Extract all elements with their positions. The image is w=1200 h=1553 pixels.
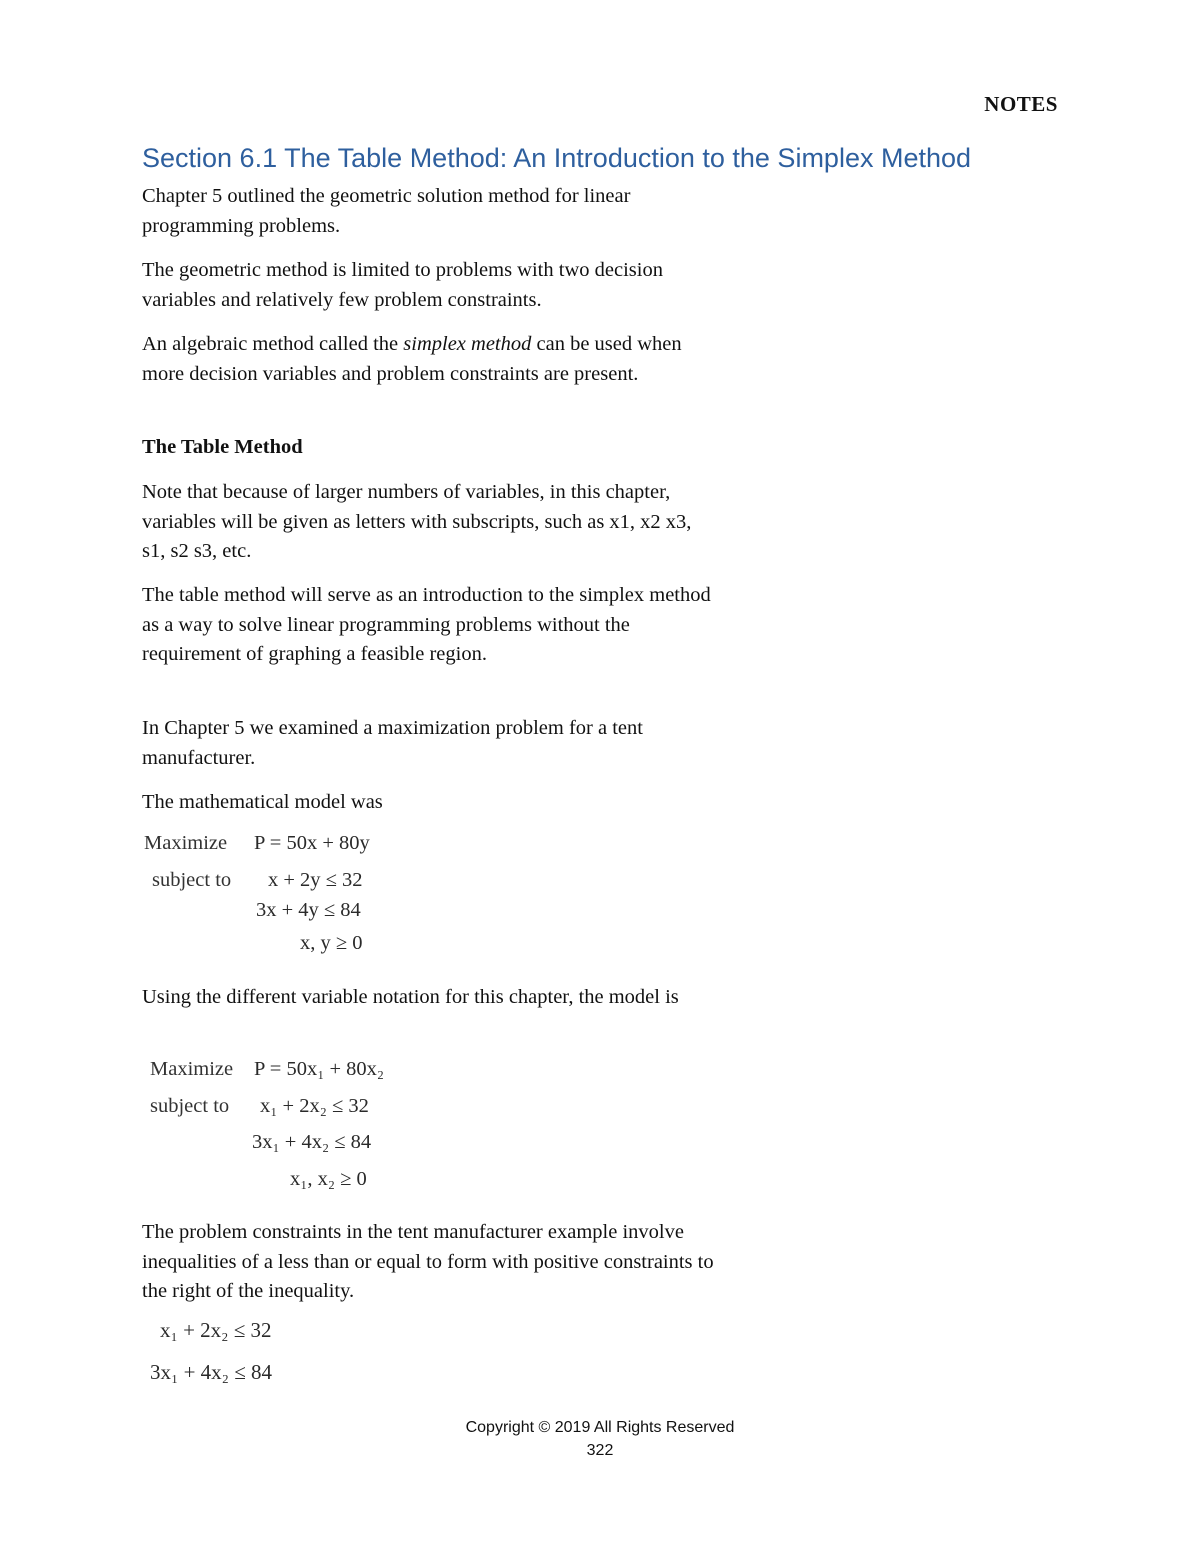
copyright-notice: Copyright © 2019 All Rights Reserved [465, 1419, 735, 1436]
page-footer [0, 1416, 1200, 1462]
paragraph-3-after: can be used when more decision variables and problem constraints are present. [142, 333, 682, 385]
paragraph-2: The geometric method is limited to problems with two decision variables and relatively few problem constraints. [142, 259, 663, 311]
paragraph-3-before: An algebraic method called the [142, 333, 404, 355]
model-2-subject-label: subject to [150, 1095, 230, 1117]
paragraph-4: Note that because of larger numbers of variables, in this chapter, variables will be given as letters with subscripts, such as x1, x2 x3, s1, s2 s3, etc. [142, 481, 692, 562]
paragraph-algebraic [142, 330, 717, 389]
paragraph-intro [142, 182, 717, 241]
model-1-nonnegativity: x, y ≥ 0 [300, 932, 363, 954]
paragraph-1: Chapter 5 outlined the geometric solution method for linear programming problems. [142, 185, 631, 237]
paragraph-notation [142, 983, 717, 1013]
model-1-maximize-label: Maximize [144, 832, 228, 854]
paragraph-model-was [142, 788, 717, 818]
model-1-objective: P = 50x + 80y [254, 832, 370, 854]
constraint-1: x₁ + 2x₂ ≤ 32 [160, 1318, 272, 1342]
model-1-constraint-2: 3x + 4y ≤ 84 [256, 899, 361, 921]
paragraph-3 [142, 330, 717, 389]
table-method-heading: The Table Method [142, 436, 303, 458]
simplex-method-emphasis: simplex method [403, 333, 532, 355]
model-2-constraint-2: 3x₁ + 4x₂ ≤ 84 [252, 1131, 372, 1153]
model-1-constraint-1: x + 2y ≤ 32 [268, 869, 363, 891]
notes-label: NOTES [984, 92, 1058, 116]
model-2-maximize-label: Maximize [150, 1058, 234, 1080]
model-2-objective: P = 50x₁ + 80x₂ [254, 1058, 385, 1080]
paragraph-chapter5 [142, 714, 717, 773]
section-title: Section 6.1 The Table Method: An Introduction to the Simplex Method [142, 143, 972, 173]
paragraph-9: The problem constraints in the tent manufacturer example involve inequalities of a less than or equal to form with positive constraints to the right of the inequality. [142, 1221, 714, 1302]
constraint-2: 3x₁ + 4x₂ ≤ 84 [150, 1360, 273, 1384]
model-1-subject-label: subject to [152, 869, 232, 891]
paragraph-variables [142, 478, 717, 567]
paragraph-6: In Chapter 5 we examined a maximization problem for a tent manufacturer. [142, 717, 643, 769]
paragraph-5: The table method will serve as an introduction to the simplex method as a way to solve linear programming problems without the requirement of graphing a feasible region. [142, 584, 711, 665]
paragraph-table-method [142, 581, 717, 670]
model-2-nonnegativity: x₁, x₂ ≥ 0 [290, 1168, 367, 1190]
model-2-constraint-1: x₁ + 2x₂ ≤ 32 [260, 1095, 369, 1117]
paragraph-7: The mathematical model was [142, 791, 383, 813]
paragraph-8: Using the different variable notation for this chapter, the model is [142, 986, 679, 1008]
page-number: 322 [586, 1442, 614, 1459]
paragraph-geometric [142, 256, 717, 315]
paragraph-constraints [142, 1218, 717, 1307]
